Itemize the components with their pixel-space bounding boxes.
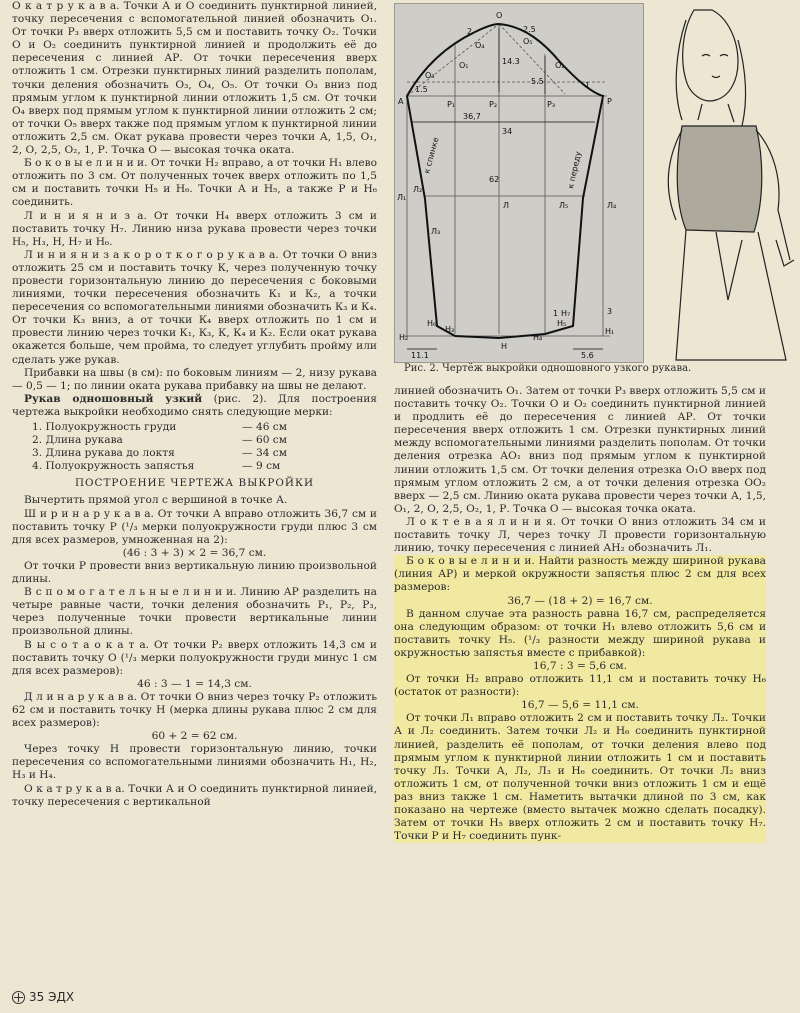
fashion-illustration [646,0,800,370]
label-O2: O₂ [555,61,565,70]
paragraph-vertical-line: От точки Р провести вниз вертикальную линию произвольной длины. [12,559,377,586]
paragraph-side-lines: Б о к о в ы е л и н и и. От точки Н₂ вправо, а от точки Н₁ влево отложить по 3 см. От полученных точек вверх отложить по 1,5 см и поставить точки Н₅ и Н₆. Точки А и Н₅, а также Р и Н₆ соединить. [12,157,377,209]
label-36-7: 36,7 [463,112,481,121]
formula-difference: 36,7 — (18 + 2) = 16,7 см. [394,595,766,608]
measure-row: 4. Полуокружность запястья — 9 см [32,460,281,473]
label-P: P [607,97,612,106]
label-dim-3: 3 [607,307,613,316]
label-5-6: 5.6 [581,351,594,360]
label-L3: Л₃ [431,227,441,236]
paragraph-okat-continued: линией обозначить О₁. Затем от точки Р₃ вверх отложить 5,5 см и поставить точку О₂. Точки О и О₂ соединить пунктирной линией и продлить её до пересечения с линией АР. От точки пересечения вверх отложить 1 см. Отрезки пунктирных линий между вспомогательными линиями разделить пополам. От точки деления отрезка АО₁ вниз под прямым углом к пунктирной линии отложить 1,5 см. От точки деления отрезка О₁О вверх под прямым углом отложить 2 см, а от точки деления отрезка ОО₂ вверх — 2,5 см. Линию оката рукава провести через точки А, 1,5, О₁, 2, О, 2,5, О₂, 1, Р. Точка О — высокая точка оката. [394,385,766,515]
label-O5: O₅ [523,37,533,46]
pattern-drawing [394,3,644,363]
label-1-5: 1.5 [415,85,428,94]
measure-row: 3. Длина рукава до локтя — 34 см [32,447,287,460]
formula-cap-height: 46 : 3 — 1 = 14,3 см. [137,677,252,690]
label-P2: P₂ [489,100,498,109]
paragraph-sleeve-length: Д л и н а р у к а в а. От точки О вниз через точку Р₂ отложить 62 см и поставить точку Н (мерка длины рукава плюс 2 см для всех размеров): [12,690,377,730]
label-1: 1 [585,81,591,90]
paragraph-okat-1: О к а т р у к а в а. Точки А и О соединить пунктирной линией, точку пересечения с вспомогательной линией обозначить О₁. От точки Р₃ вверх отложить 5,5 см и поставить точку О₂. Точки О и О₂ соединить пунктирной линией и продолжить её до пересечения с линией АР. От точки пересечения вверх отложить 1 см. Отрезки пунктирных линий разделить пополам, точки деления обозначить О₃, О₄, О₅. От точки О₃ вниз под прямым углом к пунктирной линии отложить 1,5 см. От точки О₄ вверх под прямым углом к пунктирной линии отложить 2 см; от точки О₅ вверх также под прямым углом к пунктирной линии отложить 2,5 см. Окат рукава провести через точки А, 1,5, О₁, 2, О, 2,5, О₂, 1, Р. Точка О — высокая точка оката. [12,0,377,157]
section-heading: ПОСТРОЕНИЕ ЧЕРТЕЖА ВЫКРОЙКИ [74,477,315,490]
label-dim-1: 1 [553,309,559,318]
label-front: к переду [566,150,583,190]
label-P3: P₃ [547,100,556,109]
page-number: 35 ЭДХ [29,990,75,1004]
label-L: Л [503,201,510,210]
formula-remainder: 16,7 — 5,6 = 11,1 см. [394,699,766,712]
label-O3: O₃ [425,71,435,80]
paragraph-horizontal-line: Через точку Н провести горизонтальную линию, точки пересечения со вспомогательными линиями обозначить Н₁, Н₂, Н₃ и Н₄. [12,743,377,782]
label-L5: Л₅ [559,201,569,210]
page-footer [12,990,74,1004]
label-H7: H₇ [561,309,571,318]
label-62: 62 [489,175,500,184]
label-L2: Л₂ [413,185,423,194]
measure-row: 1. Полуокружность груди — 46 см [32,421,287,433]
label-L1: Л₁ [397,193,407,202]
measure-row: 2. Длина рукава — 60 см [32,434,287,447]
formula-third: 16,7 : 3 = 5,6 см. [394,660,766,673]
label-5-5: 5.5 [531,77,544,86]
label-14-3: 14.3 [502,57,520,66]
paragraph-h6: От точки Н₂ вправо отложить 11,1 см и поставить точку Н₆ (остаток от разности): [394,673,766,699]
paragraph-aux-lines: В с п о м о г а т е л ь н ы е л и н и и. Линию АР разделить на четыре равные части, точки деления обозначить Р₁, Р₂, Р₃, через полученные точки провести вертикальные линии произвольной длины. [12,586,377,638]
registration-mark-icon [12,991,25,1004]
label-11-1: 11.1 [411,351,429,360]
label-O4: O₄ [475,41,485,50]
label-A: A [398,97,404,106]
paragraph-sleeve-intro [12,393,377,419]
paragraph-okat-2: О к а т р у к а в а. Точки А и О соединить пунктирной линией, точку пересечения с вертикальной [12,782,377,808]
measures-list [32,421,377,473]
sleeve-intro-text: (рис. 2). Для построения чертежа выкройки необходимо снять следующие мерки: [12,392,377,418]
paragraph-short-sleeve: Л и н и я н и з а к о р о т к о г о р у к а в а. От точки О вниз отложить 25 см и поставить точку К, через полученную точку провести горизонтальную линию до пересечения с боковыми линиями, точки пересечения обозначить К₁ и К₂, а точки пересечения со вспомогательными линиями обозначить К₃ и К₄. От точки К₃ вниз, а от точки К₄ вверх отложить по 1 см и провести линию через точки К₁, К₃, К, К₄ и К₂. Если окат рукава окажется больше, чем пройма, то следует углубить пройму или сделать уже рукав. [12,248,377,366]
label-2: 2 [467,27,473,36]
label-P1: P₁ [447,100,456,109]
label-34: 34 [502,127,513,136]
paragraph-side-lines-2: Б о к о в ы е л и н и и. Найти разность между шириной рукава (линия АР) и меркой окружности запястья плюс 2 см для всех размеров: [394,555,766,594]
formula-width: (46 : 3 + 3) × 2 = 36,7 см. [122,546,267,559]
paragraph-seam-allowance: Прибавки на швы (в см): по боковым линиям — 2, низу рукава — 0,5 — 1; по линии оката рукава прибавку на швы не делают. [12,366,377,392]
label-L4: Л₄ [607,201,617,210]
paragraph-right-angle: Вычертить прямой угол с вершиной в точке А. [24,494,288,507]
label-O1: O₁ [459,61,469,70]
label-O: O [496,11,503,20]
label-H6: H₆ [427,319,437,328]
label-H5: H₅ [557,319,567,328]
paragraph-elbow-line: Л о к т е в а я л и н и я. От точки О вниз отложить 34 см и поставить точку Л, через точку Л провести горизонтальную линию, точку пересечения с линией АН₂ обозначить Л₁. [394,515,766,555]
pattern-svg [395,4,643,362]
label-2-5: 2.5 [523,25,536,34]
label-spine: к спинке [422,136,441,175]
paragraph-cap-height: В ы с о т а о к а т а. От точки Р₂ вверх отложить 14,3 см и поставить точку О (¹/₃ мерки полуокружности груди минус 1 см для всех размеров): [12,638,377,677]
label-H4: H₄ [533,333,543,342]
label-H2: H₂ [399,333,409,342]
paragraph-distribution: В данном случае эта разность равна 16,7 см, распределяется она следующим образом: от точки Н₁ влево отложить 5,6 см и поставить точку Н₅. (¹/₃ разности между шириной рукава и окружностью запястья вместе с прибавкой): [394,607,766,659]
paragraph-darts: От точки Л₁ вправо отложить 2 см и поставить точку Л₂. Точки А и Л₂ соединить. Затем точки Л₂ и Н₆ соединить пунктирной линией, разделить её пополам, от точки деления влево под прямым углом к пунктирной линии отложить 1 см и поставить точку Л₃. Точки А, Л₂, Л₃ и Н₆ соединить. От точки Л₂ вниз отложить 1 см, от полученной точки вниз отложить 1 см и ещё раз вниз также 1 см. Наметить вытачки длиной по 3 см, как показано на чертеже (вместо вытачек можно сделать посадку). Затем от точки Н₅ вверх отложить 2 см и поставить точку Н₇. Точки Р и Н₇ соединить пунк- [394,712,766,843]
label-H1: H₁ [605,327,615,336]
left-column [12,0,377,809]
label-H3: H₃ [445,325,455,334]
sleeve-title: Рукав одношовный узкий [24,392,203,405]
figure-caption: Рис. 2. Чертёж выкройки одношовного узкого рукава. [404,363,692,374]
paragraph-sleeve-width: Ш и р и н а р у к а в а. От точки А вправо отложить 36,7 см и поставить точку Р (¹/₃ мерки полуокружности груди плюс 3 см для всех размеров, умноженная на 2): [12,507,377,546]
formula-length: 60 + 2 = 62 см. [151,730,238,743]
label-H: H [501,342,508,351]
paragraph-hem-line: Л и н и я н и з а. От точки Н₄ вверх отложить 3 см и поставить точку Н₇. Линию низа рукава провести через точки Н₅, Н₃, Н, Н₇ и Н₆. [12,209,377,248]
right-column [394,385,766,843]
